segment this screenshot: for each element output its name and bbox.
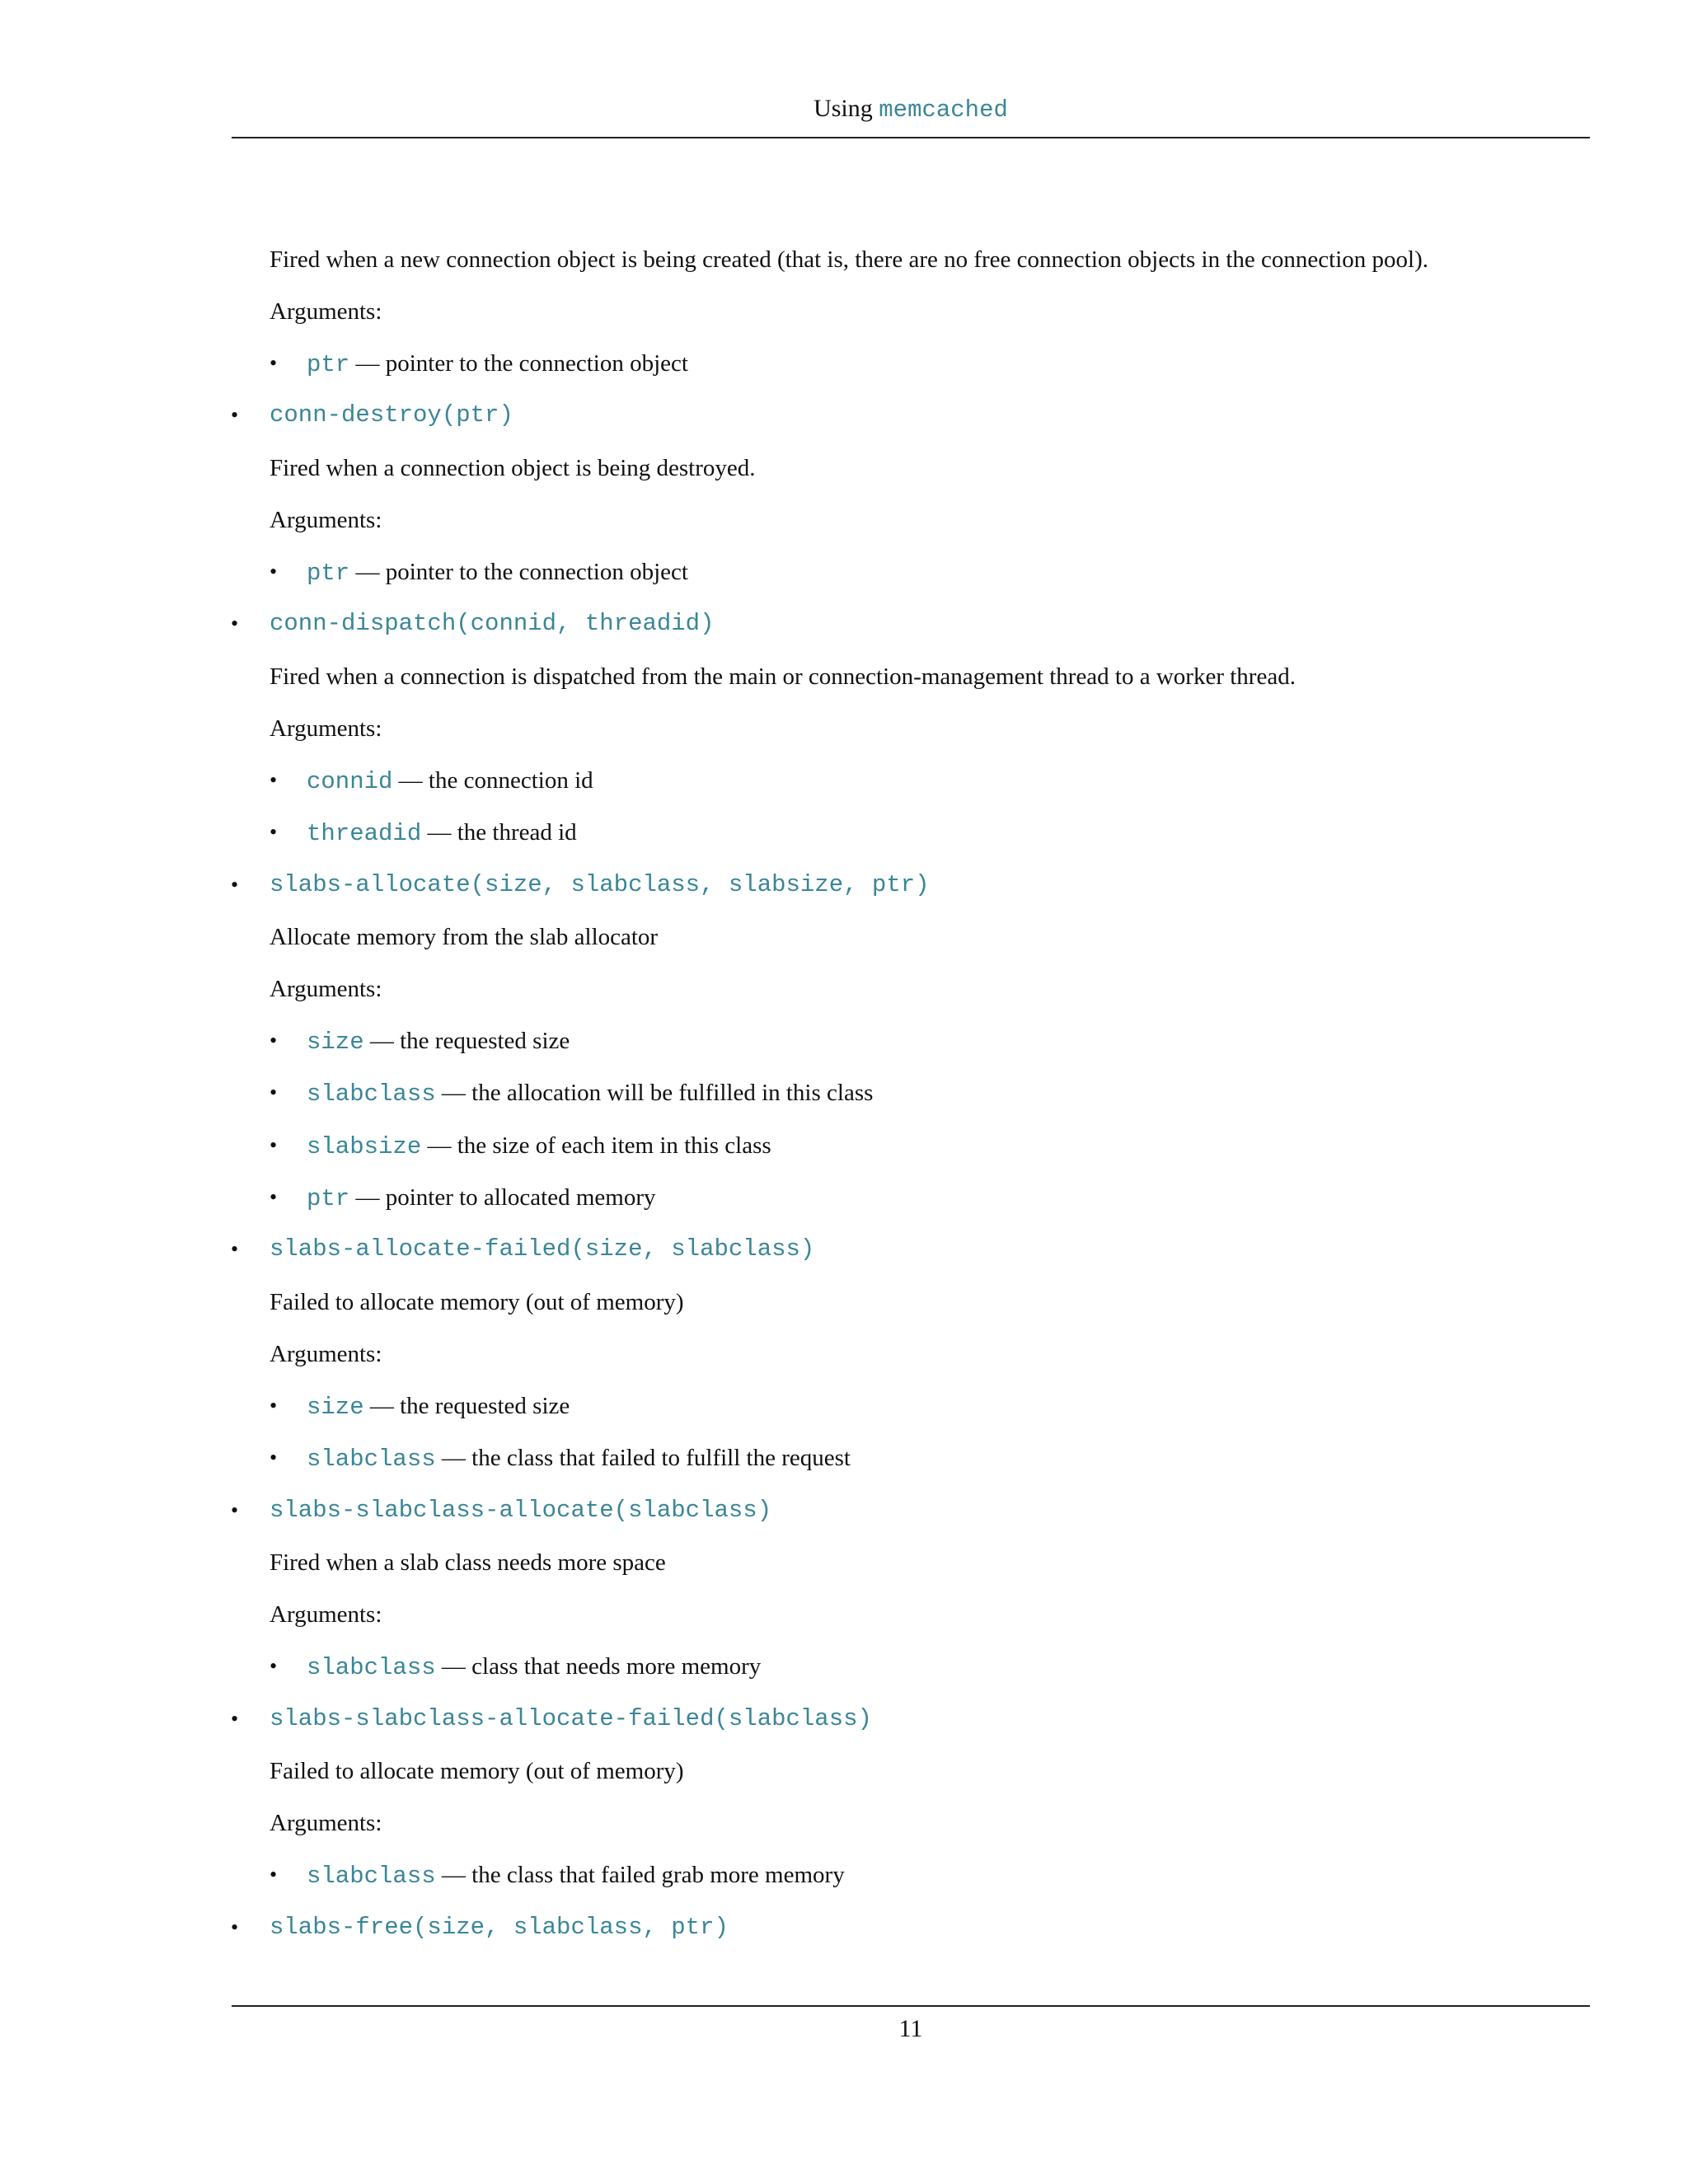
- argument-name: threadid: [307, 820, 422, 847]
- argument-name: slabclass: [307, 1080, 436, 1108]
- em-dash: —: [435, 1080, 472, 1106]
- em-dash: —: [392, 767, 429, 794]
- em-dash: —: [363, 1028, 401, 1054]
- paragraph: Fired when a slab class needs more space: [270, 1549, 666, 1576]
- list-item: [307, 1858, 845, 1893]
- em-dash: —: [421, 1132, 457, 1159]
- arguments-label: Arguments:: [270, 715, 382, 742]
- argument-description: pointer to the connection object: [385, 559, 688, 585]
- arguments-label: Arguments:: [270, 1810, 382, 1836]
- probe-signature: slabs-slabclass-allocate(slabclass): [270, 1497, 772, 1524]
- em-dash: —: [435, 1653, 472, 1680]
- list-item: [307, 764, 593, 799]
- arguments-label: Arguments:: [270, 1601, 382, 1628]
- bullet: •: [231, 403, 239, 427]
- probe-signature: conn-destroy(ptr): [270, 401, 513, 429]
- list-item: [307, 1181, 655, 1216]
- bullet: •: [270, 768, 278, 792]
- footer-rule: [232, 2005, 1590, 2007]
- arguments-label: Arguments:: [270, 976, 382, 1002]
- em-dash: —: [349, 559, 386, 585]
- bullet: •: [270, 1394, 278, 1418]
- probe-signature: slabs-free(size, slabclass, ptr): [270, 1914, 729, 1941]
- list-item: [307, 1390, 570, 1424]
- list-item: [307, 1024, 570, 1059]
- argument-name: slabclass: [307, 1446, 436, 1473]
- argument-description: pointer to the connection object: [385, 350, 688, 377]
- argument-name: size: [307, 1394, 364, 1421]
- argument-description: the size of each item in this class: [457, 1132, 771, 1159]
- em-dash: —: [435, 1445, 472, 1471]
- bullet: •: [270, 1185, 278, 1209]
- argument-description: pointer to allocated memory: [385, 1184, 656, 1211]
- argument-name: slabsize: [307, 1133, 422, 1160]
- probe-signature: conn-dispatch(connid, threadid): [270, 610, 715, 637]
- em-dash: —: [349, 1184, 386, 1211]
- header-text: Using: [814, 95, 879, 122]
- paragraph: Fired when a new connection object is being created (that is, there are no free connection objects in the connection pool).: [270, 246, 1428, 273]
- list-item: [307, 347, 688, 382]
- list-item: [307, 816, 577, 851]
- em-dash: —: [363, 1393, 401, 1419]
- em-dash: —: [435, 1862, 472, 1888]
- bullet: •: [270, 820, 278, 844]
- bullet: •: [270, 1446, 278, 1469]
- argument-name: slabclass: [307, 1654, 436, 1681]
- argument-name: ptr: [307, 351, 350, 378]
- page-number: 11: [898, 2015, 923, 2042]
- argument-description: the connection id: [428, 767, 593, 794]
- bullet: •: [231, 1707, 239, 1731]
- bullet: •: [231, 1237, 239, 1261]
- argument-description: the class that failed to fulfill the request: [471, 1445, 851, 1471]
- bullet: •: [270, 1654, 278, 1678]
- paragraph: Allocate memory from the slab allocator: [270, 924, 659, 950]
- bullet: •: [231, 873, 239, 897]
- list-item: [307, 1650, 761, 1685]
- bullet: •: [270, 560, 278, 583]
- bullet: •: [270, 1080, 278, 1104]
- running-header: [232, 92, 1590, 127]
- bullet: •: [231, 1498, 239, 1522]
- arguments-label: Arguments:: [270, 507, 382, 533]
- paragraph: Failed to allocate memory (out of memory): [270, 1289, 684, 1315]
- argument-name: connid: [307, 768, 393, 795]
- argument-description: the requested size: [400, 1393, 570, 1419]
- argument-name: slabclass: [307, 1863, 436, 1890]
- bullet: •: [270, 1029, 278, 1052]
- header-code: memcached: [879, 96, 1008, 124]
- probe-signature: slabs-slabclass-allocate-failed(slabclass): [270, 1705, 872, 1732]
- paragraph: Fired when a connection object is being destroyed.: [270, 455, 756, 481]
- em-dash: —: [349, 350, 386, 377]
- bullet: •: [270, 351, 278, 375]
- arguments-label: Arguments:: [270, 1341, 382, 1367]
- paragraph: Fired when a connection is dispatched from the main or connection-management thread to a worker thread.: [270, 663, 1296, 690]
- bullet: •: [270, 1133, 278, 1157]
- bullet: •: [231, 612, 239, 635]
- em-dash: —: [421, 819, 457, 846]
- argument-description: the allocation will be fulfilled in this class: [471, 1080, 874, 1106]
- bullet: •: [270, 1863, 278, 1886]
- list-item: [307, 1129, 771, 1164]
- argument-description: class that needs more memory: [471, 1653, 762, 1680]
- list-item: [307, 1076, 873, 1111]
- argument-name: ptr: [307, 1185, 350, 1212]
- argument-description: the thread id: [457, 819, 577, 846]
- list-item: [307, 555, 688, 590]
- argument-description: the requested size: [400, 1028, 570, 1054]
- paragraph: Failed to allocate memory (out of memory): [270, 1758, 684, 1784]
- probe-signature: slabs-allocate(size, slabclass, slabsize, ptr): [270, 871, 930, 898]
- arguments-label: Arguments:: [270, 298, 382, 325]
- list-item: [307, 1441, 851, 1476]
- probe-signature: slabs-allocate-failed(size, slabclass): [270, 1235, 815, 1263]
- argument-name: ptr: [307, 560, 350, 587]
- bullet: •: [231, 1915, 239, 1939]
- argument-description: the class that failed grab more memory: [471, 1862, 845, 1888]
- header-rule: [232, 137, 1590, 138]
- argument-name: size: [307, 1029, 364, 1056]
